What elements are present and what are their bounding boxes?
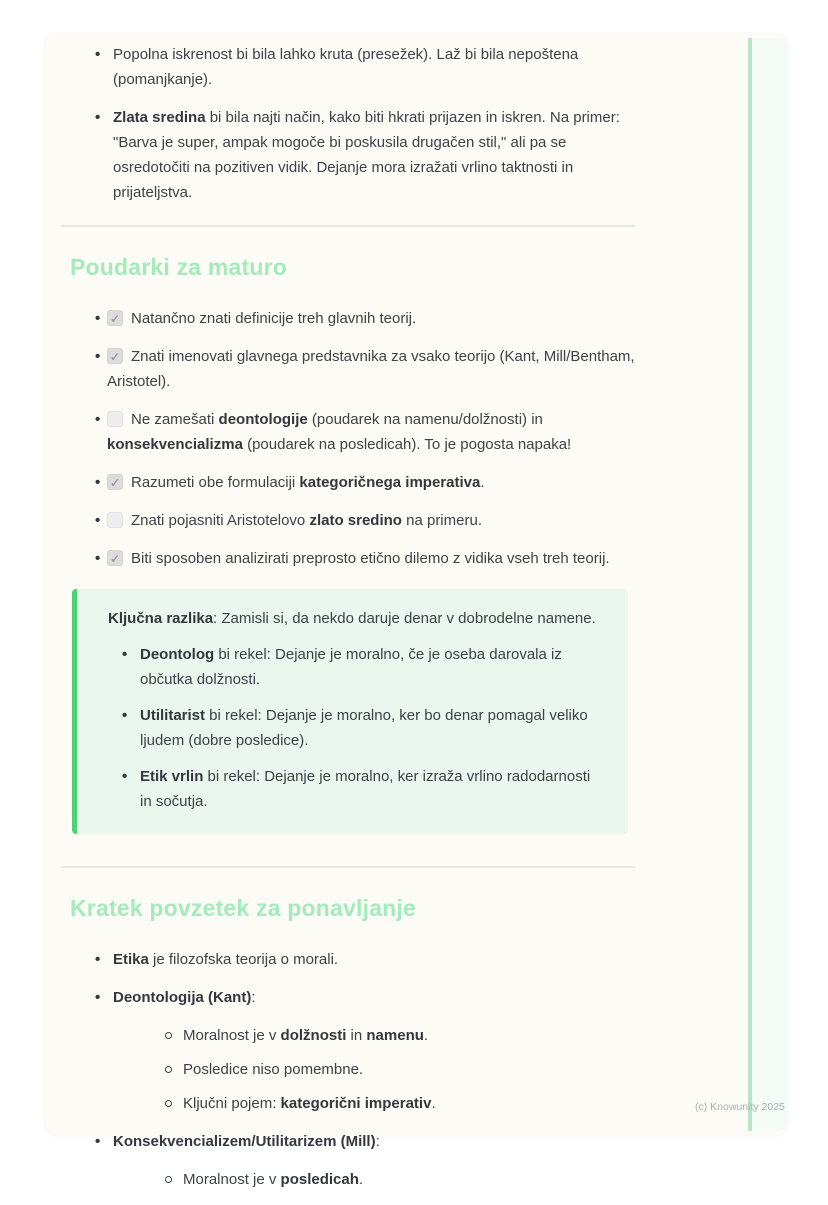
- rich-text: Razumeti obe formulaciji kategoričnega imperativa.: [131, 474, 485, 491]
- section-heading-summary: Kratek povzetek za ponavljanje: [70, 895, 417, 921]
- rich-text: Deontolog bi rekel: Dejanje je moralno, če je oseba darovala iz občutka dolžnosti.: [140, 646, 562, 688]
- section-divider: [61, 866, 635, 868]
- page-edge-strip: [752, 38, 787, 1131]
- callout-intro-text: Ključna razlika: Zamisli si, da nekdo daruje denar v dobrodelne namene.: [108, 610, 596, 627]
- task-checkbox-icon: [107, 512, 123, 528]
- summary-sub-list: [140, 1167, 640, 1192]
- rich-text: Moralnost je v posledicah.: [183, 1171, 364, 1188]
- sub-list-item: [140, 1091, 640, 1116]
- summary-sub-list: [140, 1023, 640, 1116]
- section-heading-highlights: Poudarki za maturo: [70, 254, 288, 280]
- rich-text: Znati imenovati glavnega predstavnika za vsako teorijo (Kant, Mill/Bentham, Aristotel).: [107, 348, 635, 390]
- callout-bullet-list: [108, 642, 604, 814]
- list-item: [108, 642, 604, 692]
- task-checkbox-icon: [107, 474, 123, 490]
- rich-text: Ne zamešati deontologije (poudarek na namenu/dolžnosti) in konsekvencializma (poudarek na posledicah). To je pogosta napaka!: [107, 411, 572, 453]
- page-edge-line: [748, 38, 752, 1131]
- sub-list-item: [140, 1167, 640, 1192]
- rich-text: Utilitarist bi rekel: Dejanje je moralno, ker bo denar pomagal veliko ljudem (dobre posledice).: [140, 707, 588, 749]
- checklist-item: [70, 546, 640, 571]
- task-checkbox-icon: [107, 411, 123, 427]
- list-item: [70, 42, 640, 92]
- task-checkbox-icon: [107, 550, 123, 566]
- document-content: [70, 34, 640, 1205]
- rich-text: Etika je filozofska teorija o morali.: [113, 951, 339, 968]
- task-checkbox-icon: [107, 348, 123, 364]
- rich-text: Popolna iskrenost bi bila lahko kruta (presežek). Laž bi bila nepoštena (pomanjkanje).: [113, 46, 579, 88]
- exam-checklist: [70, 306, 640, 571]
- checklist-item: [70, 407, 640, 457]
- rich-text: Etik vrlin bi rekel: Dejanje je moralno, ker izraža vrlino radodarnosti in sočutja.: [140, 768, 591, 810]
- rich-text: Zlata sredina bi bila najti način, kako biti hkrati prijazen in iskren. Na primer: "Barva je super, ampak mogoče bi poskusila drugačen stil," ali pa se osredotočiti na pozitiven vidik. Dejanje mora izražati vrlino taktnosti in prijateljstva.: [113, 109, 620, 201]
- rich-text: Deontologija (Kant):: [113, 989, 256, 1006]
- key-difference-callout: [72, 589, 628, 834]
- summary-list: [70, 947, 640, 1192]
- intro-bullet-list: [70, 42, 640, 205]
- checklist-item: [70, 344, 640, 394]
- checklist-item: [70, 306, 640, 331]
- rich-text: Moralnost je v dolžnosti in namenu.: [183, 1027, 429, 1044]
- rich-text: Ključni pojem: kategorični imperativ.: [183, 1095, 436, 1112]
- sub-list-item: [140, 1023, 640, 1048]
- watermark: (c) Knowunity 2025: [695, 1101, 785, 1113]
- rich-text: Biti sposoben analizirati preprosto etično dilemo z vidika vseh treh teorij.: [131, 550, 610, 567]
- checklist-item: [70, 508, 640, 533]
- list-item: [70, 947, 640, 972]
- section-divider: [61, 225, 635, 227]
- sub-list-item: [140, 1057, 640, 1082]
- list-item: [70, 1129, 640, 1192]
- document-page: [45, 34, 787, 1188]
- rich-text: Natančno znati definicije treh glavnih teorij.: [131, 310, 417, 327]
- list-item: [108, 703, 604, 753]
- checklist-item: [70, 470, 640, 495]
- list-item: [70, 105, 640, 205]
- list-item: [70, 985, 640, 1116]
- list-item: [108, 764, 604, 814]
- task-checkbox-icon: [107, 310, 123, 326]
- rich-text: Konsekvencializem/Utilitarizem (Mill):: [113, 1133, 380, 1150]
- rich-text: Znati pojasniti Aristotelovo zlato sredino na primeru.: [131, 512, 482, 529]
- rich-text: Posledice niso pomembne.: [183, 1061, 364, 1078]
